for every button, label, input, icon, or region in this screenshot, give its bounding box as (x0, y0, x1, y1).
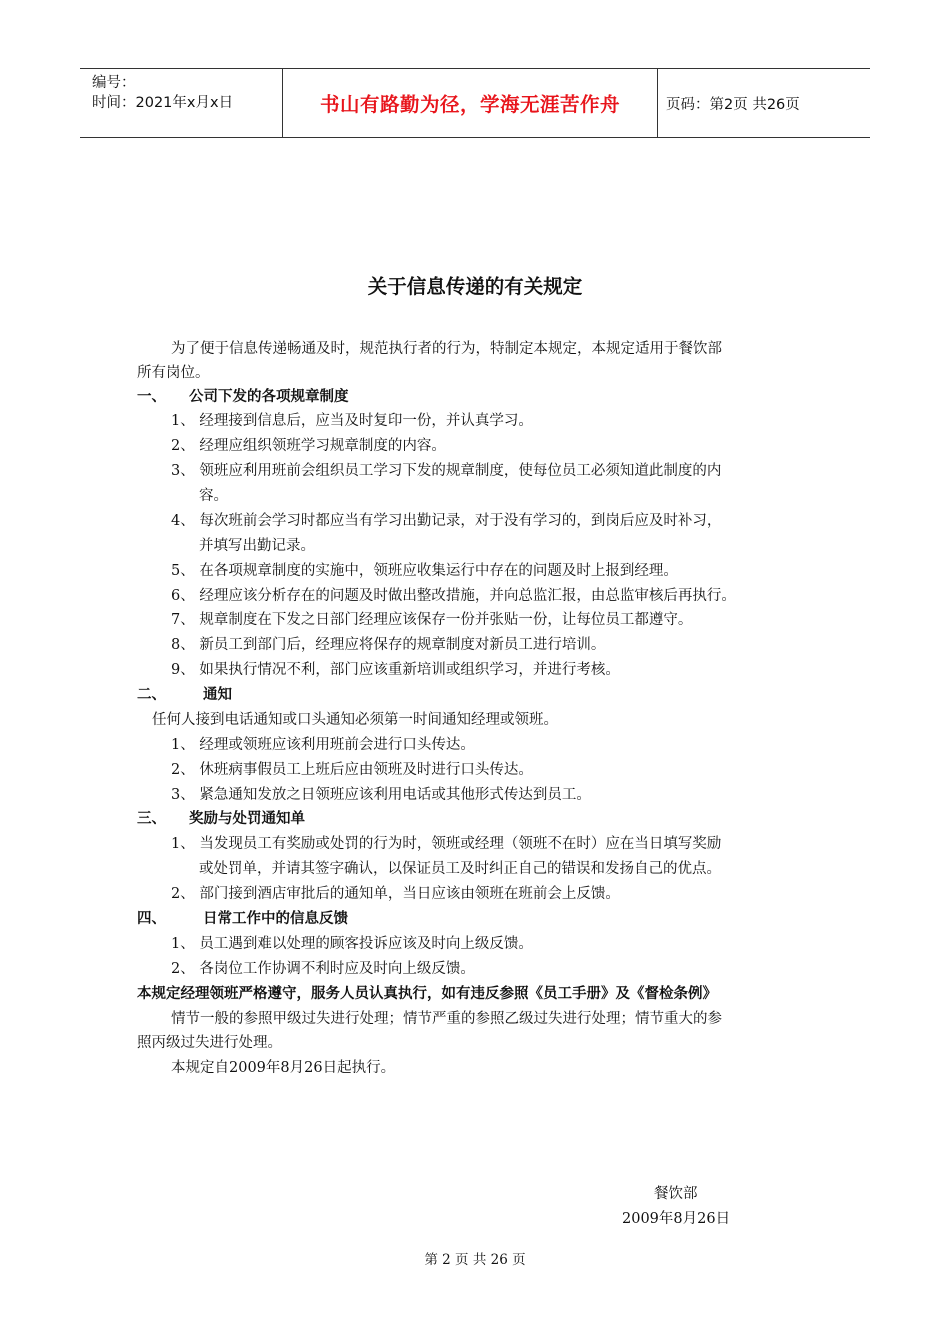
section-1-item: 8、 新员工到部门后，经理应将保存的规章制度对新员工进行培训。 (171, 637, 606, 653)
section-2-intro: 任何人接到电话通知或口头通知必须第一时间通知经理或领班。 (152, 712, 558, 728)
document-header (80, 68, 870, 138)
closing-line-1: 情节一般的参照甲级过失进行处理；情节严重的参照乙级过失进行处理；情节重大的参 (171, 1011, 722, 1027)
header-motto-cell (282, 69, 658, 137)
section-1-item: 6、 经理应该分析存在的问题及时做出整改措施，并向总监汇报，由总监审核后再执行。 (171, 588, 736, 604)
closing-line-3: 本规定自2009年8月26日起执行。 (171, 1060, 396, 1076)
section-4-item: 1、 员工遇到难以处理的顾客投诉应该及时向上级反馈。 (171, 936, 533, 952)
closing-line-2: 照丙级过失进行处理。 (137, 1035, 282, 1051)
section-2-item: 3、 紧急通知发放之日领班应该利用电话或其他形式传达到员工。 (171, 787, 591, 803)
page-label: 页码：第2页 共26页 (666, 96, 800, 113)
section-3-num: 三、 (137, 811, 166, 827)
number-label: 编号： (92, 75, 136, 91)
header-page-cell (658, 69, 870, 137)
intro-line-2: 所有岗位。 (137, 365, 210, 381)
motto: 书山有路勤为径，学海无涯苦作舟 (319, 93, 620, 116)
section-4-item: 2、 各岗位工作协调不利时应及时向上级反馈。 (171, 961, 475, 977)
section-1-item: 9、 如果执行情况不利，部门应该重新培训或组织学习，并进行考核。 (171, 662, 620, 678)
section-2-num: 二、 (137, 687, 166, 703)
document-title: 关于信息传递的有关规定 (367, 275, 583, 298)
section-1-item-cont: 并填写出勤记录。 (199, 538, 315, 554)
section-3-item-cont: 或处罚单，并请其签字确认，以保证员工及时纠正自己的错误和发扬自己的优点。 (199, 861, 721, 877)
section-1-item: 1、 经理接到信息后，应当及时复印一份，并认真学习。 (171, 413, 533, 429)
section-1-title: 公司下发的各项规章制度 (189, 389, 349, 405)
signature-dept: 餐饮部 (654, 1186, 698, 1202)
section-4-title: 日常工作中的信息反馈 (203, 911, 348, 927)
section-1-item: 2、 经理应组织领班学习规章制度的内容。 (171, 438, 446, 454)
time-label: 时间：2021年x月x日 (92, 95, 234, 111)
section-4-heading (137, 910, 348, 928)
section-1-item: 4、 每次班前会学习时都应当有学习出勤记录，对于没有学习的，到岗后应及时补习， (171, 513, 722, 529)
section-4-num: 四、 (137, 911, 166, 927)
section-3-item: 2、 部门接到酒店审批后的通知单，当日应该由领班在班前会上反馈。 (171, 886, 620, 902)
signature-date: 2009年8月26日 (622, 1211, 731, 1227)
section-1-item: 7、 规章制度在下发之日部门经理应该保存一份并张贴一份，让每位员工都遵守。 (171, 612, 693, 628)
section-1-heading (137, 388, 349, 406)
section-2-title: 通知 (203, 687, 232, 703)
closing-bold-line: 本规定经理领班严格遵守，服务人员认真执行，如有违反参照《员工手册》及《督检条例》 (137, 986, 717, 1002)
section-2-item: 2、 休班病事假员工上班后应由领班及时进行口头传达。 (171, 762, 533, 778)
section-3-item: 1、 当发现员工有奖励或处罚的行为时，领班或经理（领班不在时）应在当日填写奖励 (171, 836, 722, 852)
page-footer: 第 2 页 共 26 页 (424, 1252, 526, 1268)
section-1-item: 5、 在各项规章制度的实施中，领班应收集运行中存在的问题及时上报到经理。 (171, 563, 678, 579)
section-1-item-cont: 容。 (199, 488, 228, 504)
header-meta (80, 69, 282, 137)
section-1-item: 3、 领班应利用班前会组织员工学习下发的规章制度，使每位员工必须知道此制度的内 (171, 463, 722, 479)
section-2-item: 1、 经理或领班应该利用班前会进行口头传达。 (171, 737, 475, 753)
intro-line-1: 为了便于信息传递畅通及时，规范执行者的行为，特制定本规定，本规定适用于餐饮部 (171, 341, 722, 357)
section-3-title: 奖励与处罚通知单 (189, 811, 305, 827)
section-3-heading (137, 810, 305, 828)
section-2-heading (137, 686, 232, 704)
section-1-num: 一、 (137, 389, 166, 405)
